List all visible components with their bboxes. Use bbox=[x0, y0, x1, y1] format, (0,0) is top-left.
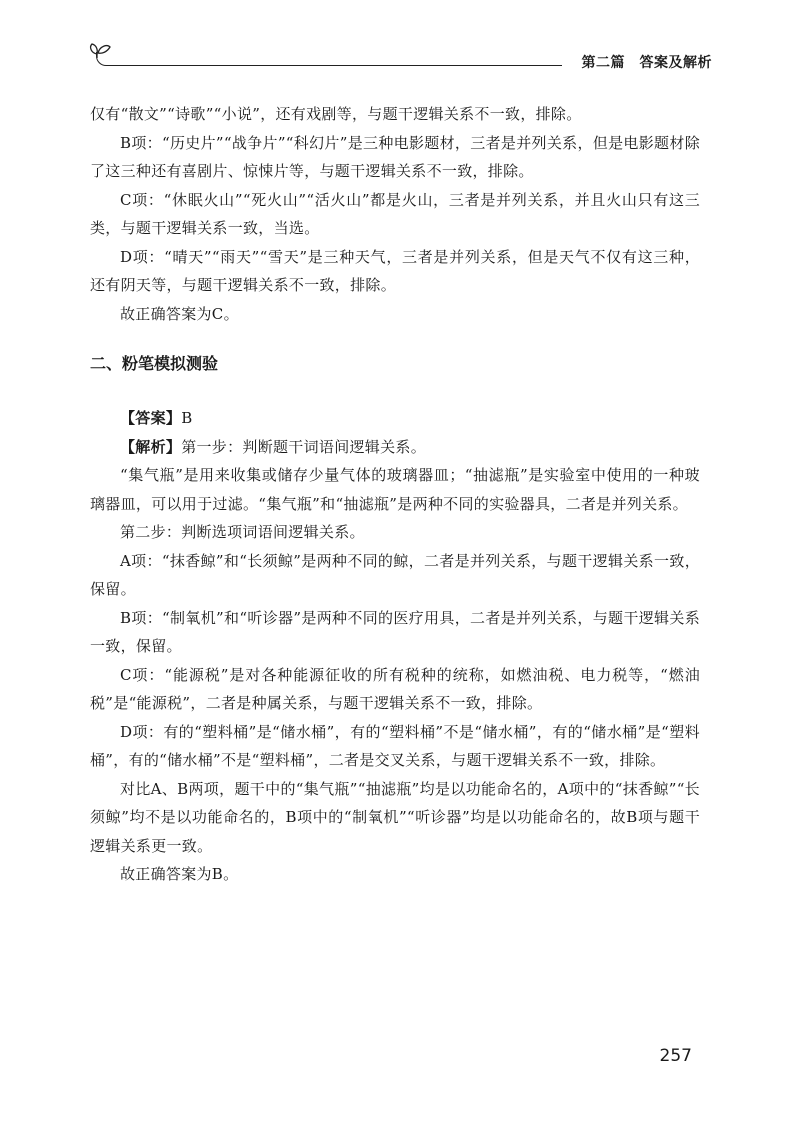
paragraph-option-b: B项：“历史片”“战争片”“科幻片”是三种电影题材，三者是并列关系，但是电影题材除了这三种还有喜剧片、惊悚片等，与题干逻辑关系不一致，排除。 bbox=[90, 133, 700, 180]
analysis-label: 【解析】 bbox=[120, 437, 182, 456]
answer-line bbox=[90, 404, 700, 433]
paragraph-conclusion: 故正确答案为B。 bbox=[120, 865, 239, 883]
page-header bbox=[88, 38, 712, 78]
section-heading: 二、粉笔模拟测验 bbox=[90, 354, 219, 373]
answer-label: 【答案】 bbox=[120, 409, 182, 427]
paragraph-option-a: A项：“抹香鲸”和“长须鲸”是两种不同的鲸，二者是并列关系，与题干逻辑关系一致，保留。 bbox=[90, 551, 700, 598]
paragraph-option-c: C项：“能源税”是对各种能源征收的所有税种的统称，如燃油税、电力税等，“燃油税”是“能源税”，二者是种属关系，与题干逻辑关系不一致，排除。 bbox=[90, 665, 700, 712]
paragraph-stem-analysis: “集气瓶”是用来收集或储存少量气体的玻璃器皿；“抽滤瓶”是实验室中使用的一种玻璃器皿，可以用于过滤。“集气瓶”和“抽滤瓶”是两种不同的实验器具，二者是并列关系。 bbox=[90, 466, 700, 513]
paragraph-option-d: D项：“晴天”“雨天”“雪天”是三种天气，三者是并列关系，但是天气不仅有这三种，还有阴天等，与题干逻辑关系不一致，排除。 bbox=[90, 247, 700, 294]
answer-value: B bbox=[181, 409, 193, 427]
page-number: 257 bbox=[659, 1046, 692, 1066]
paragraph-option-b: B项：“制氧机”和“听诊器”是两种不同的医疗用具，二者是并列关系，与题干逻辑关系一致，保留。 bbox=[90, 608, 700, 655]
paragraph-comparison: 对比A、B两项，题干中的“集气瓶”“抽滤瓶”均是以功能命名的，A项中的“抹香鲸”“长须鲸”均不是以功能命名的，B项中的“制氧机”“听诊器”均是以功能命名的，故B项与题干逻辑关系更一致。 bbox=[90, 779, 700, 855]
section-title: 第二篇 答案及解析 bbox=[581, 55, 712, 71]
paragraph-option-c: C项：“休眠火山”“死火山”“活火山”都是火山，三者是并列关系，并且火山只有这三类，与题干逻辑关系一致，当选。 bbox=[90, 190, 700, 237]
header-rule bbox=[110, 65, 562, 66]
page-content bbox=[90, 100, 700, 889]
paragraph-continuation: 仅有“散文”“诗歌”“小说”，还有戏剧等，与题干逻辑关系不一致，排除。 bbox=[90, 105, 582, 123]
analysis-step-one: 第一步：判断题干词语间逻辑关系。 bbox=[181, 437, 427, 456]
paragraph-option-d: D项：有的“塑料桶”是“储水桶”，有的“塑料桶”不是“储水桶”，有的“储水桶”是“塑料桶”，有的“储水桶”不是“塑料桶”，二者是交叉关系，与题干逻辑关系不一致，排除。 bbox=[90, 722, 700, 769]
analysis-line bbox=[90, 433, 700, 462]
paragraph-step-two: 第二步：判断选项词语间逻辑关系。 bbox=[120, 523, 365, 541]
paragraph-conclusion: 故正确答案为C。 bbox=[120, 304, 239, 323]
